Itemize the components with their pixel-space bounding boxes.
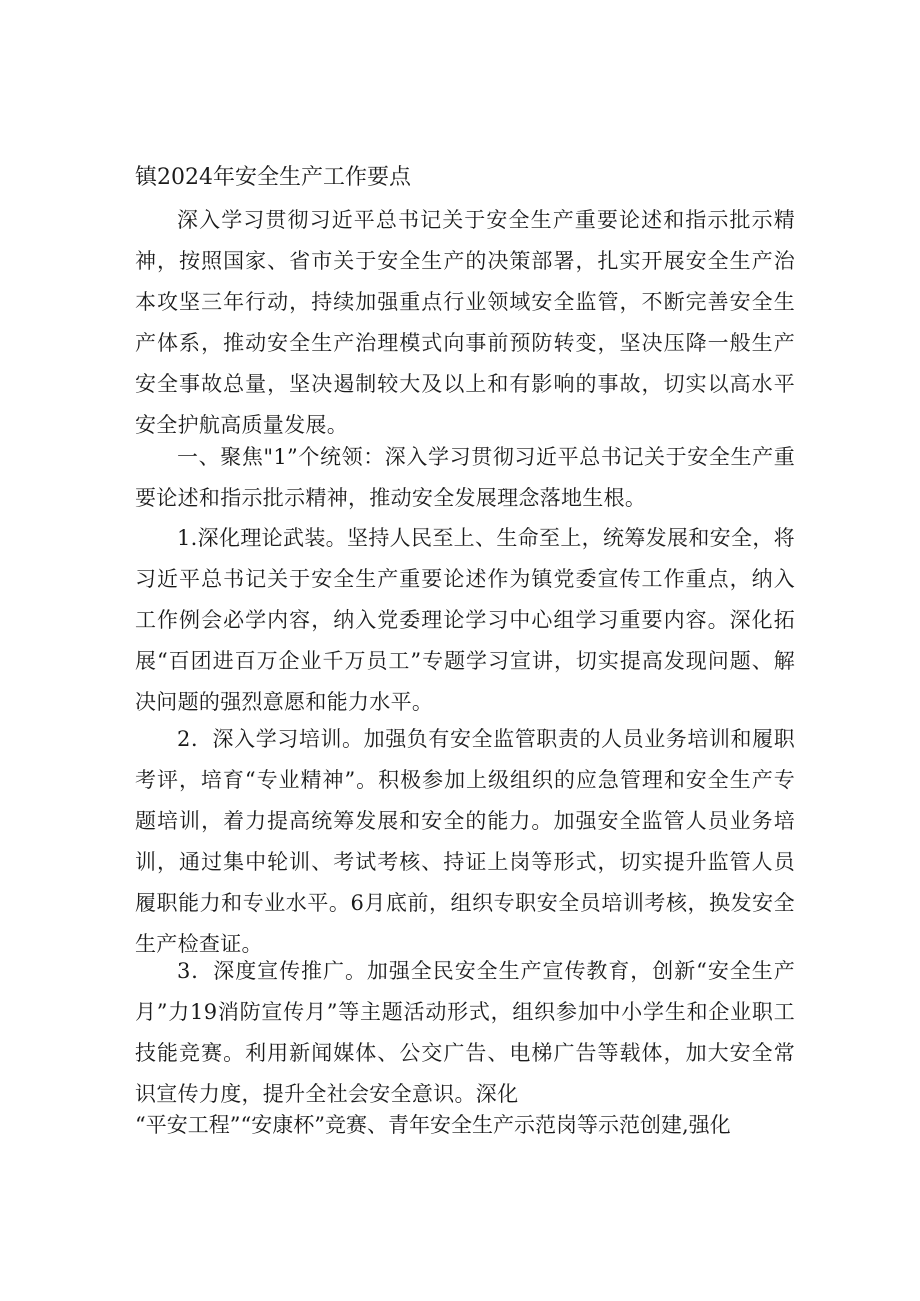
intro-paragraph: 深入学习贯彻习近平总书记关于安全生产重要论述和指示批示精神，按照国家、省市关于安全生产的决策部署，扎实开展安全生产治本攻坚三年行动，持续加强重点行业领域安全监管，不断完善安全生产体系，推动安全生产治理模式向事前预防转变，坚决压降一般生产安全事故总量，坚决遏制较大及以上和有影响的事故，切实以高水平安全护航高质量发展。	[135, 208, 795, 437]
item-2-paragraph: 2．深入学习培训。加强负有安全监管职责的人员业务培训和履职考评，培育“专业精神”。积极参加上级组织的应急管理和安全生产专题培训，着力提高统筹发展和安全的能力。加强安全监管人员业务培训，通过集中轮训、考试考核、持证上岗等形式，切实提升监管人员履职能力和专业水平。6月底前，组织专职安全员培训考核，换发安全生产检查证。	[135, 727, 795, 956]
item-1-paragraph: 1.深化理论武装。坚持人民至上、生命至上，统筹发展和安全，将习近平总书记关于安全生产重要论述作为镇党委宣传工作重点，纳入工作例会必学内容，纳入党委理论学习中心组学习重要内容。深化拓展“百团进百万企业千万员工”专题学习宣讲，切实提高发现问题、解决问题的强烈意愿和能力水平。	[135, 526, 795, 714]
continuation-line: “平安工程”“安康杯”竞赛、青年安全生产示范岗等示范创建,强化	[135, 1113, 731, 1137]
item-3-paragraph: 3．深度宣传推广。加强全民安全生产宣传教育，创新“安全生产月”力19消防宣传月”等主题活动形式，组织参加中小学生和企业职工技能竞赛。利用新闻媒体、公交广告、电梯广告等载体，加大安全常识宣传力度，提升全社会安全意识。深化	[135, 959, 795, 1106]
document-title: 镇2024年安全生产工作要点	[135, 165, 411, 190]
section-heading-1: 一、聚焦"1”个统领：深入学习贯彻习近平总书记关于安全生产重要论述和指示批示精神，推动安全发展理念落地生根。	[135, 445, 795, 510]
